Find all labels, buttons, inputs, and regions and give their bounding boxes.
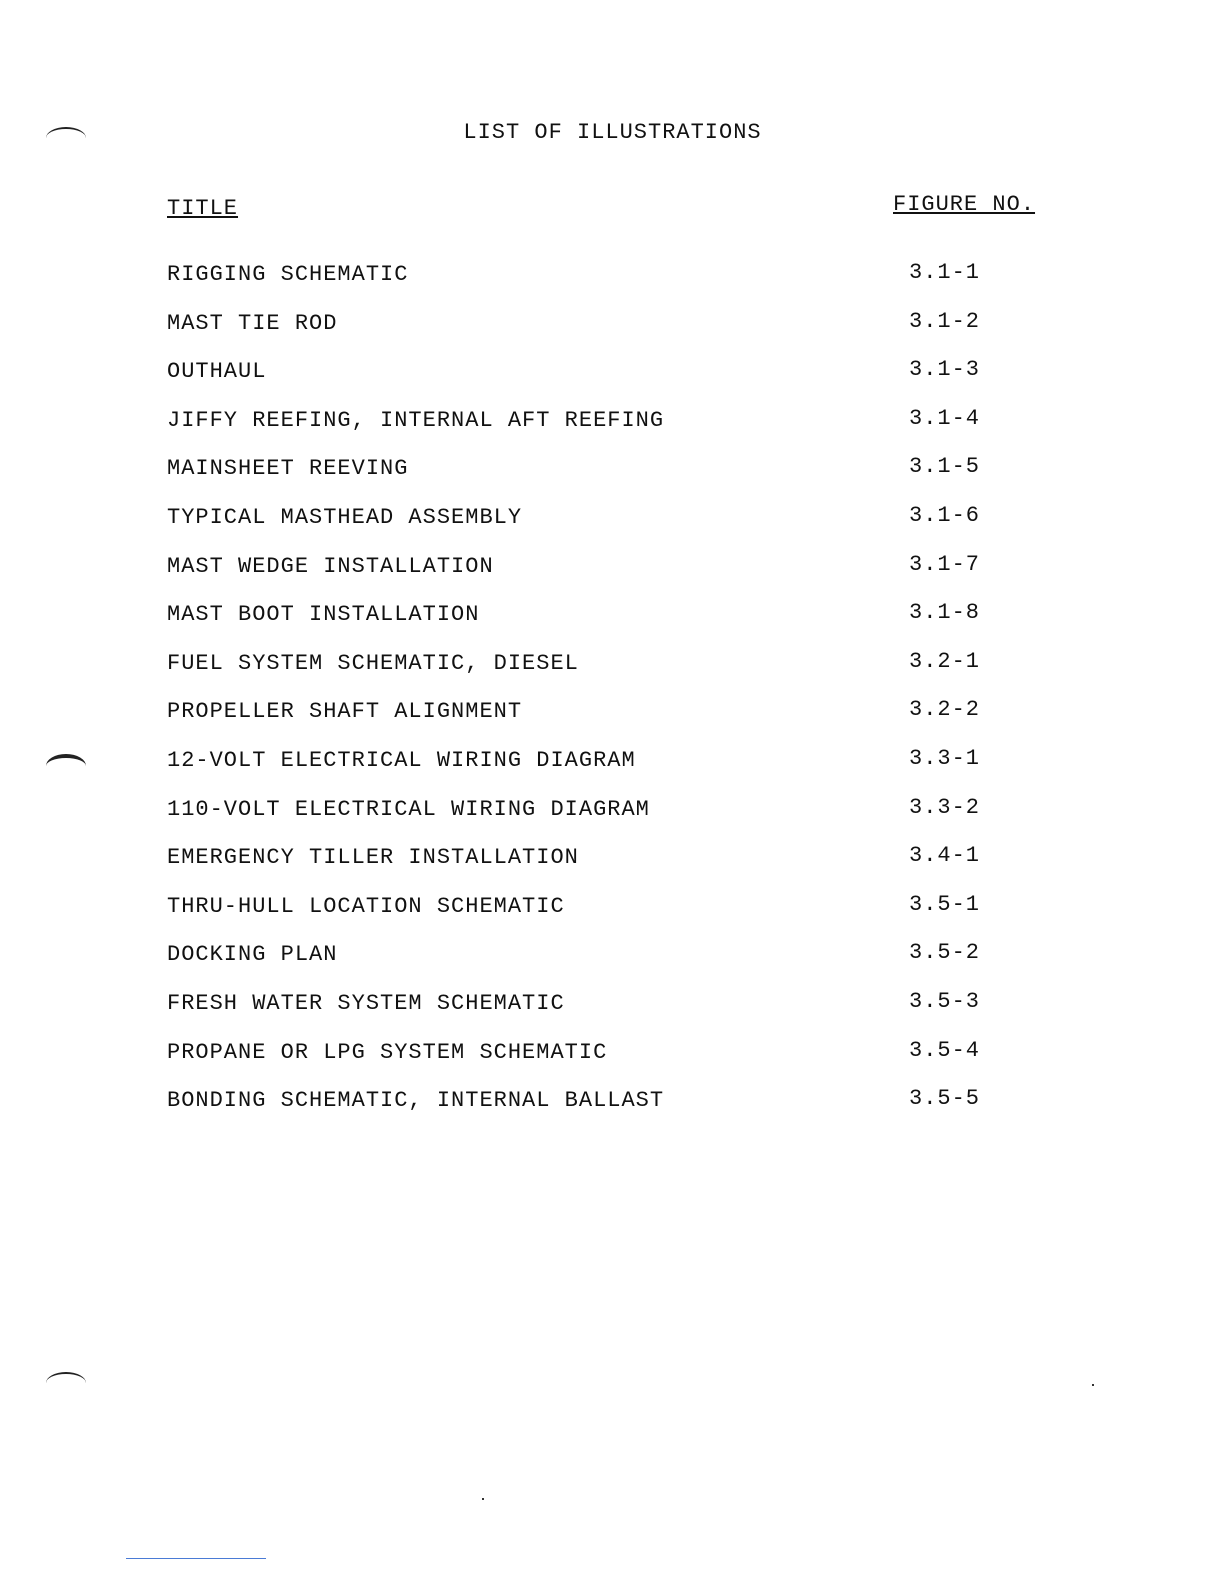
figure-number: 3.1-8 [909,600,981,626]
figure-number: 3.5-4 [909,1037,981,1063]
figure-number: 3.5-2 [909,940,981,966]
list-item [167,745,1017,797]
scan-speck [1092,1384,1094,1386]
list-item [167,1088,1017,1137]
illustration-title: FRESH WATER SYSTEM SCHEMATIC [167,990,565,1016]
figure-number: 3.3-1 [909,745,981,771]
illustration-title: MAST BOOT INSTALLATION [167,602,480,628]
scan-speck [482,1498,484,1500]
figure-number: 3.1-1 [909,260,981,285]
illustration-title: BONDING SCHEMATIC, INTERNAL BALLAST [167,1088,665,1114]
list-item [167,405,1017,457]
figure-number: 3.1-7 [909,551,981,577]
figure-number: 3.5-3 [909,988,981,1014]
list-item [167,502,1017,554]
illustration-title: 12-VOLT ELECTRICAL WIRING DIAGRAM [167,747,636,773]
illustration-title: TYPICAL MASTHEAD ASSEMBLY [167,504,523,530]
figure-column-header: FIGURE NO. [893,192,1036,217]
list-item [167,794,1017,846]
figure-number: 3.5-1 [909,891,981,917]
figure-number: 3.1-5 [909,454,981,480]
figure-number: 3.2-1 [909,648,981,674]
list-item [167,262,1017,311]
list-item [167,602,1017,651]
list-item [167,1037,1017,1089]
list-item [167,845,1017,894]
illustration-title: FUEL SYSTEM SCHEMATIC, DIESEL [167,650,579,676]
illustration-title: MAST TIE ROD [167,310,338,336]
page-title: LIST OF ILLUSTRATIONS [463,120,762,145]
illustration-title: RIGGING SCHEMATIC [167,262,409,287]
list-item [167,988,1017,1040]
punch-hole-mark [46,754,86,778]
illustration-title: JIFFY REEFING, INTERNAL AFT REEFING [167,407,665,433]
punch-hole-mark [46,1372,86,1394]
illustration-title: MAINSHEET REEVING [167,456,409,482]
illustration-title: MAST WEDGE INSTALLATION [167,553,494,579]
list-item [167,942,1017,991]
list-item [167,648,1017,700]
figure-number: 3.2-2 [909,697,981,723]
list-item [167,359,1017,408]
scan-edge-line [126,1558,266,1559]
illustration-title: DOCKING PLAN [167,942,338,968]
illustration-title: PROPELLER SHAFT ALIGNMENT [167,699,523,725]
punch-hole-mark [46,127,86,149]
list-item [167,308,1017,360]
illustration-title: PROPANE OR LPG SYSTEM SCHEMATIC [167,1039,608,1065]
title-column-header: TITLE [167,196,239,221]
illustration-title: OUTHAUL [167,359,267,385]
list-item [167,699,1017,748]
list-item [167,456,1017,505]
figure-number: 3.1-2 [909,308,981,334]
figure-number: 3.1-6 [909,502,981,528]
figure-number: 3.3-2 [909,794,981,820]
figure-number: 3.4-1 [909,843,981,869]
figure-number: 3.1-3 [909,357,981,383]
illustration-title: THRU-HULL LOCATION SCHEMATIC [167,893,565,919]
illustration-title: 110-VOLT ELECTRICAL WIRING DIAGRAM [167,796,650,822]
illustrations-list [167,262,1017,1137]
figure-number: 3.5-5 [909,1086,981,1112]
list-item [167,551,1017,603]
figure-number: 3.1-4 [909,405,981,431]
list-item [167,891,1017,943]
illustration-title: EMERGENCY TILLER INSTALLATION [167,845,579,871]
